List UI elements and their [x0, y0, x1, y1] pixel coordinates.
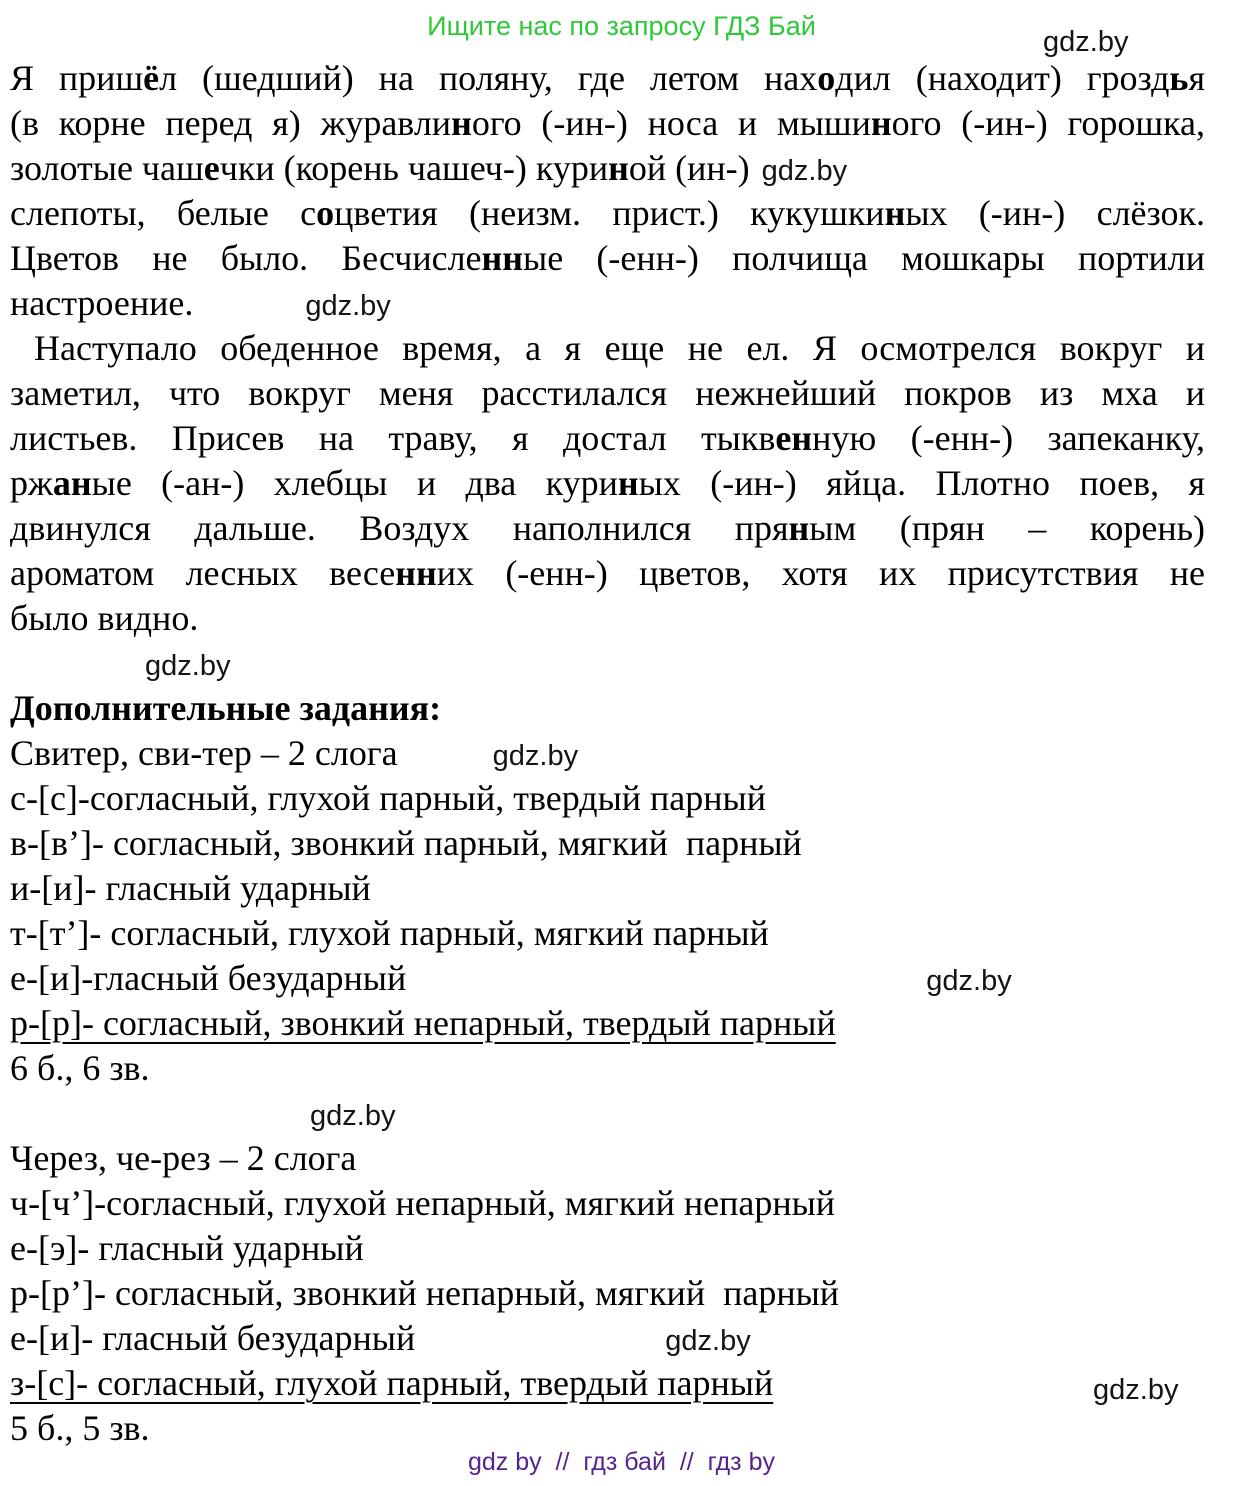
text-run: н — [617, 463, 639, 503]
text-run: нн — [481, 238, 523, 278]
analysis-line — [10, 1136, 1205, 1181]
analysis-line — [10, 866, 1205, 911]
essay-line — [10, 146, 1205, 191]
essay-line — [10, 281, 1205, 326]
watermark-inline: gdz.by — [145, 650, 231, 682]
analysis-line — [10, 776, 1205, 821]
text-run: Дополнительные задания: — [10, 688, 442, 728]
text-run: я — [1188, 58, 1205, 98]
footer-links: gdz by // гдз бай // гдз by — [467, 1448, 775, 1476]
text-run: ь — [1169, 58, 1189, 98]
text-run: Наступало обеденное время, а я еще не ел. Я осмотрелся вокруг и — [34, 328, 1205, 368]
text-run: ые (-ан-) хлебцы и два кури — [91, 463, 618, 503]
text-run: ого (-ин-) носа и мыши — [471, 103, 871, 143]
text-run: ого (-ин-) горошка, — [891, 103, 1205, 143]
text-run: е — [203, 148, 220, 188]
text-run: цветия (неизм. прист.) кукушки — [334, 193, 885, 233]
analysis-line — [10, 821, 1205, 866]
analysis-line — [10, 911, 1205, 956]
analysis-line — [10, 956, 1205, 1001]
text-run: в-[в’]- согласный, звонкий парный, мягкий парный — [10, 823, 802, 863]
text-run: ым (прян – корень) — [809, 508, 1205, 548]
essay-line — [10, 596, 1205, 641]
text-run: их (-енн-) цветов, хотя их присутствия не — [436, 553, 1205, 593]
essay-line — [10, 236, 1205, 281]
text-run: р-[р]- согласный, звонкий непарный, твердый парный — [10, 1003, 836, 1043]
essay-line — [10, 191, 1205, 236]
text-run: заметил, что вокруг меня расстилался нежнейший покров из мха и — [10, 373, 1205, 413]
text-run: Через, че-рез – 2 слога — [10, 1138, 357, 1178]
text-run: двинулся дальше. Воздух наполнился пря — [10, 508, 789, 548]
essay-line — [10, 506, 1205, 551]
analysis-line — [10, 1361, 1205, 1406]
text-run: Цветов не было. Бесчисле — [10, 238, 482, 278]
text-run: ые (-енн-) полчища мошкары портили — [523, 238, 1205, 278]
text-run: ых (-ин-) слёзок. — [905, 193, 1205, 233]
text-run: ых (-ин-) яйца. Плотно поев, я — [638, 463, 1205, 503]
text-run: о — [817, 58, 836, 98]
text-run: чки (корень чашеч-) кури — [219, 148, 609, 188]
text-run: 6 б., 6 зв. — [10, 1048, 150, 1088]
text-run: о — [316, 193, 335, 233]
watermark-top-right: gdz.by — [1043, 26, 1129, 58]
text-run: т-[т’]- согласный, глухой парный, мягкий парный — [10, 913, 769, 953]
text-run: нн — [395, 553, 437, 593]
text-run: Я приш — [10, 58, 144, 98]
watermark-line — [10, 1091, 1205, 1136]
analysis-line — [10, 1316, 1205, 1361]
watermark-inline: gdz.by — [926, 965, 1012, 997]
text-run: е-[и]- гласный безударный — [10, 1318, 416, 1358]
text-run: н — [451, 103, 472, 143]
text-run: ч-[ч’]-согласный, глухой непарный, мягкий непарный — [10, 1183, 836, 1223]
text-run: н — [788, 508, 810, 548]
text-run: (в корне перед я) журавли — [10, 103, 452, 143]
essay-line — [10, 326, 1205, 371]
text-run: н — [608, 148, 629, 188]
text-run: дил (находит) грозд — [835, 58, 1170, 98]
text-run: р-[р’]- согласный, звонкий непарный, мягкий парный — [10, 1273, 840, 1313]
text-run: ан — [52, 463, 92, 503]
promo-banner: Ищите нас по запросу ГДЗ Бай — [427, 11, 816, 41]
essay-line — [10, 371, 1205, 416]
document-lines — [10, 56, 1205, 1451]
watermark-line — [10, 641, 1205, 686]
text-run: ой (ин-) — [628, 148, 750, 188]
watermark-inline: gdz.by — [492, 740, 579, 772]
essay-line — [10, 416, 1205, 461]
watermark-inline: gdz.by — [665, 1325, 751, 1357]
analysis-line — [10, 1406, 1205, 1451]
watermark-bottom-right: gdz.by — [1093, 1374, 1179, 1406]
text-run: настроение. — [10, 283, 194, 323]
text-run: н — [884, 193, 906, 233]
text-run: с-[с]-согласный, глухой парный, твердый парный — [10, 778, 766, 818]
text-run: л (шедший) на поляну, где летом нах — [159, 58, 818, 98]
essay-line — [10, 101, 1205, 146]
text-run: слепоты, белые с — [10, 193, 317, 233]
analysis-line — [10, 1046, 1205, 1091]
text-run: ароматом лесных весе — [10, 553, 396, 593]
essay-line — [10, 56, 1205, 101]
text-run: было видно. — [10, 598, 199, 638]
text-run: ен — [775, 418, 813, 458]
text-run: ё — [143, 58, 160, 98]
text-run: е-[и]-гласный безударный — [10, 958, 407, 998]
analysis-line — [10, 1181, 1205, 1226]
analysis-line — [10, 1271, 1205, 1316]
text-run: н — [870, 103, 892, 143]
analysis-line — [10, 1001, 1205, 1046]
watermark-inline: gdz.by — [305, 290, 391, 322]
text-run: рж — [10, 463, 53, 503]
text-run: и-[и]- гласный ударный — [10, 868, 371, 908]
text-run: з-[с]- согласный, глухой парный, твердый парный — [10, 1363, 774, 1403]
analysis-line — [10, 1226, 1205, 1271]
text-run: 5 б., 5 зв. — [10, 1408, 150, 1448]
text-run: ную (-енн-) запеканку, — [812, 418, 1205, 458]
text-run: е-[э]- гласный ударный — [10, 1228, 364, 1268]
text-run: золотые чаш — [10, 148, 204, 188]
text-run: Свитер, сви-тер – 2 слога — [10, 733, 398, 773]
watermark-inline: gdz.by — [310, 1100, 396, 1132]
analysis-line — [10, 731, 1205, 776]
text-run: листьев. Присев на траву, я достал тыкв — [10, 418, 776, 458]
essay-line — [10, 551, 1205, 596]
section-heading — [10, 686, 1205, 731]
essay-line — [10, 461, 1205, 506]
watermark-inline: gdz.by — [761, 155, 848, 187]
